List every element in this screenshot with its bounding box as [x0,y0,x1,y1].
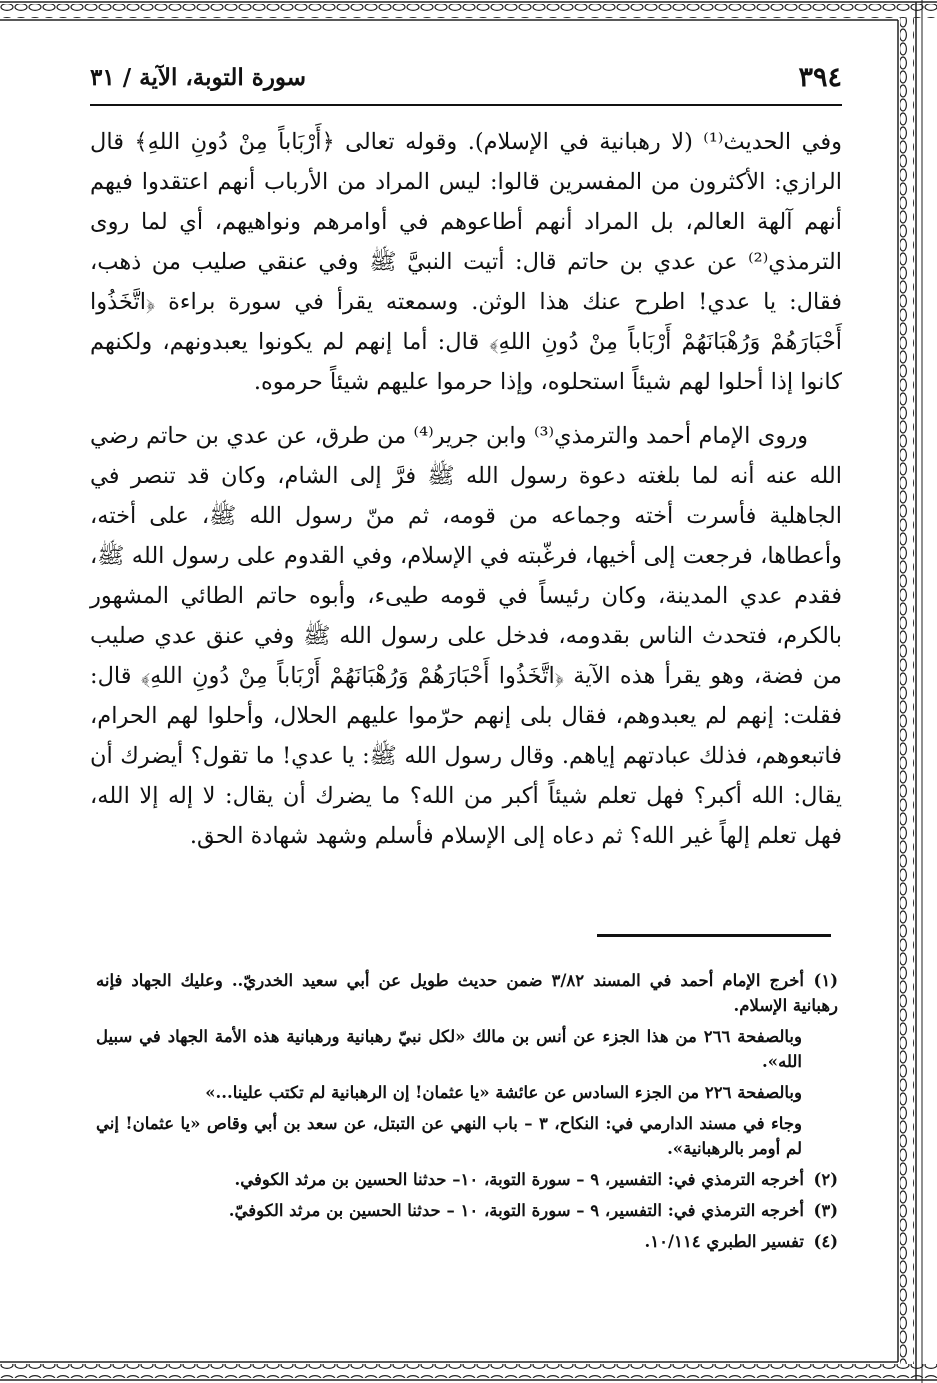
footnote-1-continuation: وبالصفحة ٢٦٦ من هذا الجزء عن أنس بن مالك «لكل نبيّ رهبانية ورهبانية هذه الأمة الجهاد في سبيل الله». [96,1027,802,1071]
page-header [90,62,842,102]
footnote-number: (٢) [813,1170,838,1189]
running-title: سورة التوبة، الآية / ٣١ [90,64,307,91]
footnote-3 [96,1198,838,1223]
main-text [90,122,842,856]
paragraph: وروى الإمام أحمد والترمذي⁽³⁾ وابن جرير⁽⁴⁾ من طرق، عن عدي بن حاتم رضي الله عنه أنه لما بلغته دعوة رسول الله ﷺ فرَّ إلى الشام، وكان قد تنصر في الجاهلية فأسرت أخته وجماعه من قومه، ثم منّ رسول الله ﷺ، على أخته، وأعطاها، فرجعت إلى أخيها، فرغّبته في الإسلام، وفي القدوم على رسول الله ﷺ، فقدم عدي المدينة، وكان رئيساً في قومه طيىء، وأبوه حاتم الطائي المشهور بالكرم، فتحدث الناس بقدومه، فدخل على رسول الله ﷺ وفي عنق عدي صليب من فضة، وهو يقرأ هذه الآية ﴿اتَّخَذُوا أَحْبَارَهُمْ وَرُهْبَانَهُمْ أَرْبَاباً مِنْ دُونِ اللهِ﴾ قال: فقلت: إنهم لم يعبدوهم، فقال بلى إنهم حرّموا عليهم الحلال، وأحلوا لهم الحرام، فاتبعوهم، فذلك عبادتهم إياهم. وقال رسول الله ﷺ: يا عدي! ما تقول؟ أيضرك أن يقال: الله أكبر؟ فهل تعلم شيئاً أكبر من الله؟ ما يضرك أن يقال: لا إله إلا الله، فهل تعلم إلهاً غير الله؟ ثم دعاه إلى الإسلام فأسلم وشهد شهادة الحق. [90,423,842,849]
footnote-text: أخرج الإمام أحمد في المسند ٣/٨٢ ضمن حديث طويل عن أبي سعيد الخدريّ.. وعليك الجهاد فإنه رهبانية الإسلام. [96,971,838,1015]
footnote-1 [96,968,838,1018]
footnote-text: أخرجه الترمذي في: التفسير، ٩ – سورة التوبة، ١٠– حدثنا الحسين بن مرثد الكوفي. [234,1170,804,1189]
footnote-number: (٤) [813,1232,838,1251]
footnote-4 [96,1229,838,1254]
footnote-number: (١) [813,971,838,990]
footnote-2 [96,1167,838,1192]
footnote-1-continuation: وجاء في مسند الدارمي في: النكاح، ٣ – باب النهي عن التبتل، عن سعد بن أبي وقاص «يا عثمان! إني لم أومر بالرهبانية». [96,1114,802,1158]
header-rule [90,104,842,106]
paragraph: وفي الحديث⁽¹⁾ (لا رهبانية في الإسلام). وقوله تعالى ﴿أَرْبَاباً مِنْ دُونِ اللهِ﴾ قال الرازي: الأكثرون من المفسرين قالوا: ليس المراد من الأرباب أنهم اعتقدوا فيهم أنهم آلهة العالم، بل المراد أنهم أطاعوهم في أوامرهم ونواهيهم، أي لما روى الترمذي⁽²⁾ عن عدي بن حاتم قال: أتيت النبيَّ ﷺ وفي عنقي صليب من ذهب، فقال: يا عدي! اطرح عنك هذا الوثن. وسمعته يقرأ في سورة براءة ﴿اتَّخَذُوا أَحْبَارَهُمْ وَرُهْبَانَهُمْ أَرْبَاباً مِنْ دُونِ اللهِ﴾ قال: أما إنهم لم يكونوا يعبدونهم، ولكنهم كانوا إذا أحلوا لهم شيئاً استحلوه، وإذا حرموا عليهم شيئاً حرموه. [90,129,842,395]
footnote-separator [597,934,831,937]
page-number: ٣٩٤ [798,62,842,93]
footnote-1-continuation: وبالصفحة ٢٢٦ من الجزء السادس عن عائشة «يا عثمان! إن الرهبانية لم تكتب علينا...» [205,1083,802,1102]
footnote-number: (٣) [813,1201,838,1220]
footnote-text: تفسير الطبري ١٠/١١٤. [644,1232,804,1251]
footnote-text: أخرجه الترمذي في: التفسير، ٩ – سورة التوبة، ١٠ – حدثنا الحسين بن مرثد الكوفيّ. [228,1201,804,1220]
footnotes [96,968,838,1260]
